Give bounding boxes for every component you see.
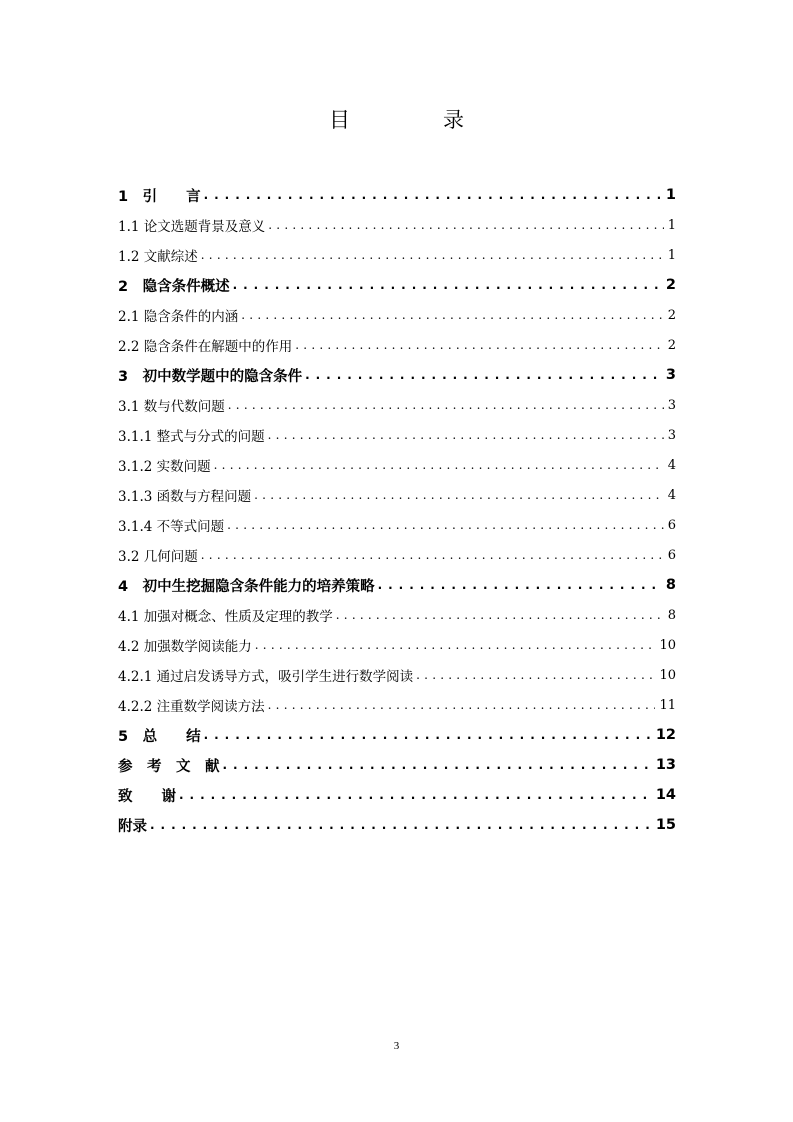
toc-entry-page: 8	[667, 607, 676, 623]
toc-entry-label: 2.1 隐含条件的内涵	[118, 309, 239, 325]
toc-entry-page: 1	[667, 247, 676, 263]
toc-dot-leader	[179, 788, 652, 802]
toc-entry-label: 4 初中生挖掘隐含条件能力的培养策略	[118, 578, 375, 595]
toc-entry-page: 12	[655, 727, 676, 743]
toc-entry-label: 4.2.2 注重数学阅读方法	[118, 699, 265, 715]
toc-entry-page: 4	[667, 457, 676, 473]
toc-entry-page: 10	[659, 637, 676, 653]
toc-dot-leader	[268, 218, 663, 232]
toc-entry-page: 6	[667, 547, 676, 563]
toc-entry-label: 2 隐含条件概述	[118, 278, 230, 295]
toc-entry-label: 3.1.4 不等式问题	[118, 519, 225, 535]
toc-entry-page: 11	[659, 697, 676, 713]
toc-entry-label: 3.2 几何问题	[118, 549, 198, 565]
toc-entry-label: 3 初中数学题中的隐含条件	[118, 368, 303, 385]
toc-entry-page: 10	[659, 667, 676, 683]
toc-entry-label: 3.1.1 整式与分式的问题	[118, 429, 265, 445]
toc-entry[interactable]	[118, 210, 676, 240]
toc-entry-page: 2	[665, 277, 676, 293]
toc-entry-label: 1.1 论文选题背景及意义	[118, 219, 266, 235]
toc-entry[interactable]	[118, 300, 676, 330]
toc-entry-page: 3	[667, 427, 676, 443]
toc-entry[interactable]	[118, 360, 676, 390]
toc-entry[interactable]	[118, 540, 676, 570]
toc-dot-leader	[336, 608, 664, 622]
toc-entry-page: 2	[667, 307, 676, 323]
toc-entry[interactable]	[118, 480, 676, 510]
toc-entry-page: 4	[667, 487, 676, 503]
toc-entry-page: 14	[655, 787, 676, 803]
toc-entry-label: 致 谢	[118, 788, 176, 805]
toc-entry[interactable]	[118, 510, 676, 540]
toc-entry-label: 附录	[118, 818, 147, 835]
toc-dot-leader	[204, 188, 662, 202]
toc-entry[interactable]	[118, 690, 676, 720]
toc-dot-leader	[223, 758, 652, 772]
toc-entry-label: 3.1.2 实数问题	[118, 459, 211, 475]
toc-entry-page: 6	[667, 517, 676, 533]
toc-entry[interactable]	[118, 630, 676, 660]
toc-entry[interactable]	[118, 180, 676, 210]
toc-dot-leader	[268, 698, 656, 712]
toc-dot-leader	[254, 488, 664, 502]
toc-entry-label: 1 引 言	[118, 188, 201, 205]
toc-dot-leader	[378, 578, 662, 592]
page-number: 3	[393, 1040, 400, 1052]
table-of-contents	[118, 180, 676, 840]
toc-dot-leader	[255, 638, 656, 652]
toc-entry[interactable]	[118, 810, 676, 840]
toc-dot-leader	[416, 668, 655, 682]
toc-dot-leader	[268, 428, 664, 442]
toc-dot-leader	[201, 548, 664, 562]
toc-entry-label: 4.2.1 通过启发诱导方式，吸引学生进行数学阅读	[118, 669, 414, 685]
toc-entry[interactable]	[118, 240, 676, 270]
toc-entry-page: 3	[667, 397, 676, 413]
toc-entry-page: 8	[665, 577, 676, 593]
toc-entry-label: 参 考 文 献	[118, 758, 220, 775]
toc-entry[interactable]	[118, 450, 676, 480]
toc-dot-leader	[204, 728, 652, 742]
toc-entry[interactable]	[118, 390, 676, 420]
toc-entry[interactable]	[118, 780, 676, 810]
toc-entry-label: 4.1 加强对概念、性质及定理的教学	[118, 609, 333, 625]
toc-entry-page: 1	[667, 217, 676, 233]
toc-entry-page: 15	[655, 817, 676, 833]
toc-entry-label: 3.1 数与代数问题	[118, 399, 225, 415]
toc-entry[interactable]	[118, 600, 676, 630]
toc-entry-page: 2	[667, 337, 676, 353]
toc-dot-leader	[214, 458, 664, 472]
toc-dot-leader	[295, 338, 663, 352]
toc-dot-leader	[305, 368, 662, 382]
toc-dot-leader	[228, 398, 664, 412]
toc-dot-leader	[201, 248, 664, 262]
toc-entry-label: 4.2 加强数学阅读能力	[118, 639, 252, 655]
toc-entry-label: 2.2 隐含条件在解题中的作用	[118, 339, 293, 355]
toc-entry-page: 13	[655, 757, 676, 773]
toc-entry-page: 3	[665, 367, 676, 383]
toc-dot-leader	[150, 818, 652, 832]
page-title: 目 录	[329, 108, 500, 132]
toc-entry[interactable]	[118, 270, 676, 300]
toc-entry[interactable]	[118, 570, 676, 600]
toc-entry-label: 5 总 结	[118, 728, 201, 745]
toc-entry[interactable]	[118, 720, 676, 750]
toc-entry[interactable]	[118, 660, 676, 690]
toc-entry-page: 1	[665, 187, 676, 203]
toc-entry[interactable]	[118, 420, 676, 450]
toc-dot-leader	[233, 278, 662, 292]
toc-entry-label: 1.2 文献综述	[118, 249, 198, 265]
toc-dot-leader	[241, 308, 663, 322]
toc-entry[interactable]	[118, 750, 676, 780]
toc-dot-leader	[227, 518, 664, 532]
toc-entry[interactable]	[118, 330, 676, 360]
toc-entry-label: 3.1.3 函数与方程问题	[118, 489, 252, 505]
